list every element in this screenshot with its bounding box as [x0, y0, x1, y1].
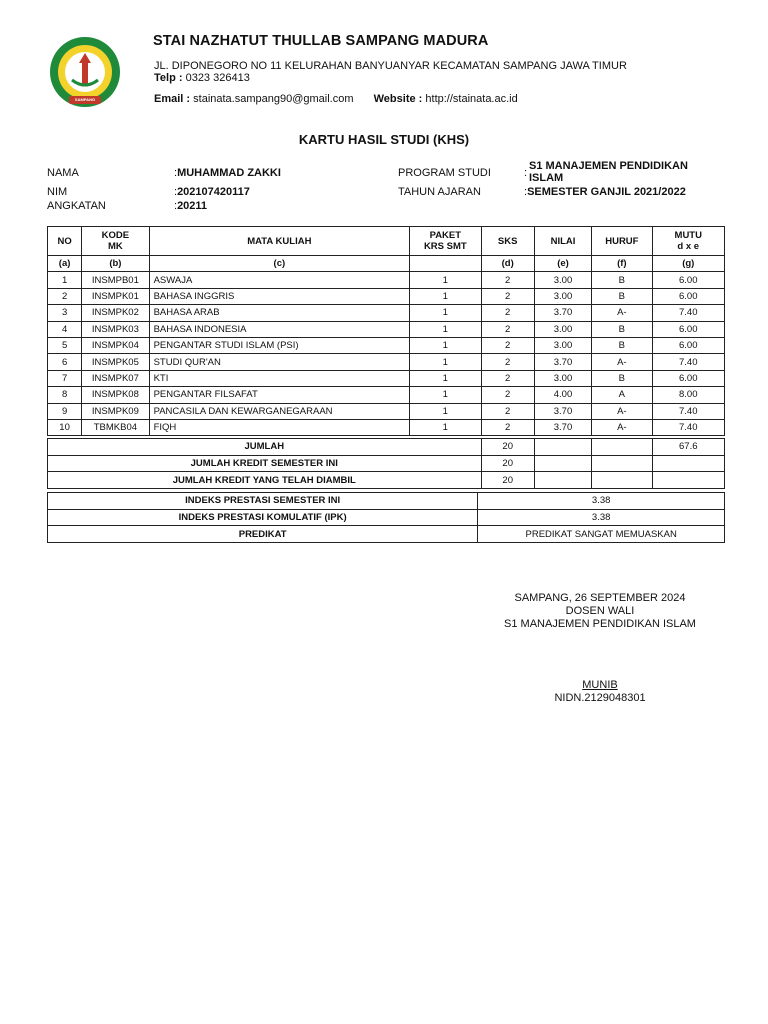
- cell-nilai: 3.70: [534, 305, 591, 321]
- cell-paket: 1: [410, 370, 481, 386]
- jumlah-row: [48, 439, 725, 456]
- institution-contact: [154, 93, 518, 105]
- cell-sks: 2: [481, 387, 534, 403]
- cell-mata-kuliah: PANCASILA DAN KEWARGANEGARAAN: [149, 403, 410, 419]
- col-header-mutu: [652, 227, 724, 256]
- signature-role: DOSEN WALI: [565, 605, 635, 617]
- sub-f: (f): [592, 256, 652, 272]
- paket-line1: PAKET: [429, 230, 462, 241]
- cell-kode: INSMPK03: [82, 321, 149, 337]
- mutu-line2: d x e: [677, 241, 700, 252]
- nim-value: 202107420117: [177, 186, 250, 198]
- table-row: [48, 272, 725, 288]
- cell-huruf: A-: [592, 305, 652, 321]
- cell-paket: 1: [410, 403, 481, 419]
- cell-kode: INSMPK09: [82, 403, 149, 419]
- cell-kode: INSMPK02: [82, 305, 149, 321]
- jumlah-label: JUMLAH: [48, 439, 482, 456]
- cell-no: 8: [48, 387, 82, 403]
- empty-cell: [652, 455, 724, 472]
- table-row: [48, 337, 725, 353]
- nama-field: [174, 167, 281, 179]
- sub-g: (g): [652, 256, 724, 272]
- signature-place-date: SAMPANG, 26 SEPTEMBER 2024: [514, 592, 686, 604]
- table-header-row: [48, 227, 725, 256]
- cell-no: 3: [48, 305, 82, 321]
- table-row: [48, 305, 725, 321]
- signature-nidn: NIDN.2129048301: [554, 692, 646, 704]
- cell-nilai: 3.00: [534, 272, 591, 288]
- table-row: [48, 354, 725, 370]
- cell-sks: 2: [481, 403, 534, 419]
- cell-mutu: 6.00: [652, 370, 724, 386]
- cell-kode: INSMPK05: [82, 354, 149, 370]
- signature-name: MUNIB: [582, 679, 618, 691]
- cell-nilai: 3.00: [534, 321, 591, 337]
- cell-mutu: 7.40: [652, 354, 724, 370]
- jumlah-nilai: [534, 439, 591, 456]
- cell-kode: INSMPB01: [82, 272, 149, 288]
- grades-table-body: [48, 272, 725, 436]
- cell-mata-kuliah: FIQH: [149, 419, 410, 435]
- colon: :: [524, 186, 528, 198]
- jumlah-mutu: 67.6: [652, 439, 724, 456]
- col-header-nilai: NILAI: [534, 227, 591, 256]
- empty-cell: [534, 472, 591, 489]
- ip-table: [47, 492, 725, 543]
- telp-label: Telp :: [154, 72, 183, 84]
- mutu-line1: MUTU: [674, 230, 702, 241]
- sub-empty: [410, 256, 481, 272]
- kredit-semester-row: [48, 455, 725, 472]
- cell-kode: INSMPK08: [82, 387, 149, 403]
- empty-cell: [592, 472, 652, 489]
- cell-sks: 2: [481, 370, 534, 386]
- empty-cell: [652, 472, 724, 489]
- sub-d: (d): [481, 256, 534, 272]
- col-header-kode: [82, 227, 149, 256]
- cell-kode: INSMPK07: [82, 370, 149, 386]
- institution-address: JL. DIPONEGORO NO 11 KELURAHAN BANYUANYAR KECAMATAN SAMPANG JAWA TIMUR: [154, 60, 627, 72]
- cell-sks: 2: [481, 337, 534, 353]
- cell-mata-kuliah: PENGANTAR STUDI ISLAM (PSI): [149, 337, 410, 353]
- cell-mata-kuliah: BAHASA ARAB: [149, 305, 410, 321]
- cell-huruf: B: [592, 370, 652, 386]
- kredit-diambil-value: 20: [481, 472, 534, 489]
- jumlah-sks: 20: [481, 439, 534, 456]
- kredit-diambil-label: JUMLAH KREDIT YANG TELAH DIAMBIL: [48, 472, 482, 489]
- col-header-sks: SKS: [481, 227, 534, 256]
- empty-cell: [592, 455, 652, 472]
- empty-cell: [534, 455, 591, 472]
- ipk-row: [48, 509, 725, 526]
- table-row: [48, 387, 725, 403]
- institution-phone: [154, 72, 250, 84]
- cell-mata-kuliah: ASWAJA: [149, 272, 410, 288]
- jumlah-huruf: [592, 439, 652, 456]
- cell-mata-kuliah: BAHASA INGGRIS: [149, 288, 410, 304]
- cell-mutu: 6.00: [652, 337, 724, 353]
- predikat-label: PREDIKAT: [48, 526, 478, 543]
- cell-mutu: 8.00: [652, 387, 724, 403]
- colon: :: [174, 167, 178, 179]
- table-row: [48, 288, 725, 304]
- table-row: [48, 370, 725, 386]
- cell-sks: 2: [481, 321, 534, 337]
- cell-sks: 2: [481, 288, 534, 304]
- ipk-label: INDEKS PRESTASI KOMULATIF (IPK): [48, 509, 478, 526]
- angkatan-value: 20211: [177, 200, 208, 212]
- prodi-label: PROGRAM STUDI: [398, 167, 491, 179]
- cell-sks: 2: [481, 419, 534, 435]
- predikat-row: [48, 526, 725, 543]
- cell-nilai: 3.00: [534, 370, 591, 386]
- tahun-field: [524, 186, 686, 198]
- paket-line2: KRS SMT: [423, 241, 467, 252]
- angkatan-field: [174, 200, 207, 212]
- cell-huruf: B: [592, 288, 652, 304]
- kredit-semester-value: 20: [481, 455, 534, 472]
- cell-paket: 1: [410, 354, 481, 370]
- cell-huruf: A: [592, 387, 652, 403]
- sub-e: (e): [534, 256, 591, 272]
- col-header-paket: [410, 227, 481, 256]
- cell-nilai: 3.70: [534, 403, 591, 419]
- cell-nilai: 3.00: [534, 288, 591, 304]
- cell-mata-kuliah: PENGANTAR FILSAFAT: [149, 387, 410, 403]
- website-value: http://stainata.ac.id: [425, 93, 518, 105]
- cell-huruf: A-: [592, 403, 652, 419]
- cell-huruf: B: [592, 321, 652, 337]
- nim-label: NIM: [47, 186, 68, 198]
- ips-label: INDEKS PRESTASI SEMESTER INI: [48, 493, 478, 510]
- email-value: stainata.sampang90@gmail.com: [193, 93, 354, 105]
- totals-table: [47, 438, 725, 489]
- colon: :: [174, 200, 178, 212]
- cell-huruf: A-: [592, 419, 652, 435]
- sub-a: (a): [48, 256, 82, 272]
- cell-paket: 1: [410, 337, 481, 353]
- cell-nilai: 3.70: [534, 419, 591, 435]
- cell-nilai: 3.00: [534, 337, 591, 353]
- signature-program: S1 MANAJEMEN PENDIDIKAN ISLAM: [504, 618, 696, 630]
- cell-sks: 2: [481, 272, 534, 288]
- prodi-value-line1: S1 MANAJEMEN PENDIDIKAN: [529, 160, 688, 172]
- cell-no: 1: [48, 272, 82, 288]
- tahun-value: SEMESTER GANJIL 2021/2022: [527, 186, 686, 198]
- kredit-diambil-row: [48, 472, 725, 489]
- cell-no: 10: [48, 419, 82, 435]
- cell-sks: 2: [481, 305, 534, 321]
- kode-line1: KODE: [101, 230, 130, 241]
- colon: :: [174, 186, 178, 198]
- cell-nilai: 4.00: [534, 387, 591, 403]
- email-label: Email :: [154, 93, 191, 105]
- cell-paket: 1: [410, 419, 481, 435]
- logo-text: SAMPANG: [74, 97, 96, 102]
- predikat-value: PREDIKAT SANGAT MEMUASKAN: [478, 526, 725, 543]
- col-header-mata-kuliah: MATA KULIAH: [149, 227, 410, 256]
- cell-sks: 2: [481, 354, 534, 370]
- cell-no: 4: [48, 321, 82, 337]
- cell-kode: INSMPK01: [82, 288, 149, 304]
- cell-nilai: 3.70: [534, 354, 591, 370]
- ipk-value: 3.38: [478, 509, 725, 526]
- nim-field: [174, 186, 250, 198]
- cell-paket: 1: [410, 321, 481, 337]
- col-header-huruf: HURUF: [592, 227, 652, 256]
- prodi-value-line2: ISLAM: [529, 172, 564, 184]
- cell-mata-kuliah: BAHASA INDONESIA: [149, 321, 410, 337]
- document-title: KARTU HASIL STUDI (KHS): [298, 132, 470, 147]
- cell-mutu: 7.40: [652, 305, 724, 321]
- kredit-semester-label: JUMLAH KREDIT SEMESTER INI: [48, 455, 482, 472]
- cell-no: 9: [48, 403, 82, 419]
- cell-paket: 1: [410, 288, 481, 304]
- prodi-value: [529, 160, 688, 184]
- table-subheader-row: [48, 256, 725, 272]
- angkatan-label: ANGKATAN: [47, 200, 106, 212]
- cell-no: 5: [48, 337, 82, 353]
- telp-value: 0323 326413: [185, 72, 250, 84]
- grades-table: [47, 226, 725, 436]
- sub-b: (b): [82, 256, 149, 272]
- sub-c: (c): [149, 256, 410, 272]
- cell-mata-kuliah: STUDI QUR'AN: [149, 354, 410, 370]
- cell-paket: 1: [410, 387, 481, 403]
- ips-value: 3.38: [478, 493, 725, 510]
- col-header-no: NO: [48, 227, 82, 256]
- cell-kode: TBMKB04: [82, 419, 149, 435]
- ips-row: [48, 493, 725, 510]
- cell-no: 7: [48, 370, 82, 386]
- cell-mutu: 6.00: [652, 321, 724, 337]
- institution-name: STAI NAZHATUT THULLAB SAMPANG MADURA: [153, 33, 489, 49]
- cell-huruf: B: [592, 337, 652, 353]
- nama-value: MUHAMMAD ZAKKI: [177, 167, 281, 179]
- cell-huruf: A-: [592, 354, 652, 370]
- kode-line2: MK: [107, 241, 123, 252]
- table-row: [48, 321, 725, 337]
- cell-kode: INSMPK04: [82, 337, 149, 353]
- cell-mutu: 7.40: [652, 403, 724, 419]
- cell-mata-kuliah: KTI: [149, 370, 410, 386]
- cell-mutu: 6.00: [652, 272, 724, 288]
- cell-mutu: 6.00: [652, 288, 724, 304]
- cell-no: 2: [48, 288, 82, 304]
- cell-mutu: 7.40: [652, 419, 724, 435]
- cell-paket: 1: [410, 272, 481, 288]
- tahun-label: TAHUN AJARAN: [398, 186, 481, 198]
- website-label: Website :: [373, 93, 423, 105]
- cell-paket: 1: [410, 305, 481, 321]
- prodi-colon: :: [524, 167, 528, 179]
- nama-label: NAMA: [47, 167, 79, 179]
- cell-huruf: B: [592, 272, 652, 288]
- table-row: [48, 403, 725, 419]
- cell-no: 6: [48, 354, 82, 370]
- table-row: [48, 419, 725, 435]
